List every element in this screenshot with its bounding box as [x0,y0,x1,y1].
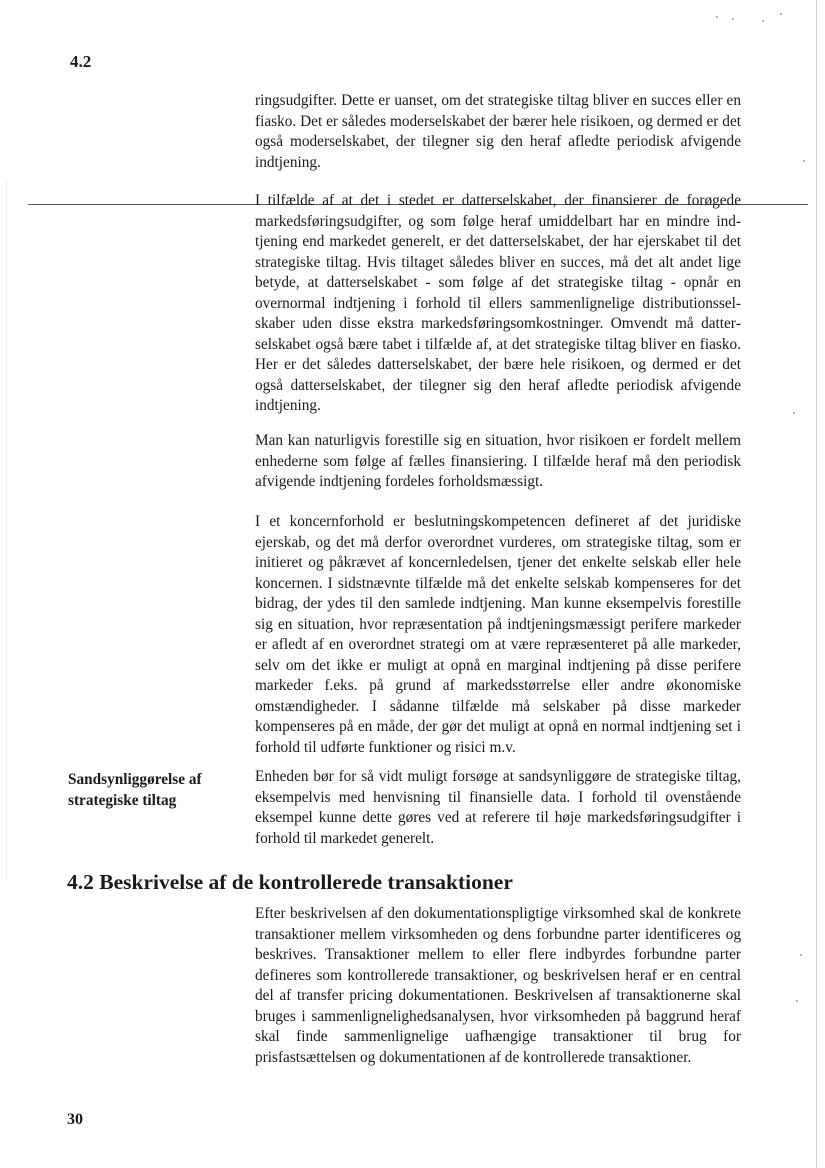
body-paragraph: I et koncernforhold er beslutningskompetencen defineret af det juridiske ejerskab, og det må derfor overordnet vurderes, om strategiske tiltag, som er initieret og påkrævet af koncernledelsen, tjener det enkelte selskab eller hele koncernen. I sidstnævnte tilfælde må det enkelte selskab kompenseres for det bidrag, der ydes til den samlede indtjening. Man kunne eksempelvis forestille sig en situation, hvor repræsentation på indtjeningsmæssigt perifere markeder er afledt af en overordnet strategi om at være repræsenteret på alle markeder, selv om det ikke er muligt at opnå en marginal indtjening på disse perifere markeder f.eks. på grund af markedsstørrelse eller andre økonomiske omstændigheder. I sådanne tilfælde må selskaber på disse markeder kompenseres på en måde, der gør det muligt at opnå en normal indtjening set i forhold til udførte funktioner og risici m.v. [255,513,741,756]
scan-speck [762,20,764,22]
scan-speck [732,18,734,20]
scan-speck [780,13,782,15]
running-header-section-number: 4.2 [70,52,92,71]
page-number: 30 [67,1111,83,1128]
body-paragraph: Efter beskrivelsen af den dokumentationspligtige virksomhed skal de konkrete transaktioner mellem virksomheden og dens forbundne parter identificeres og beskrives. Transaktioner mellem to eller flere indbyrdes forbundne parter defineres som kontrollerede transaktioner, og beskrivelsen heraf er en central del af transfer pricing dokumentationen. Beskrivelsen af transaktionerne skal bruges i sammenlignelighedsanalysen, hvor virksomheden på baggrund heraf skal finde sammenlignelige uafhængige transaktioner til brug for prisfastsættelsen og dokumentationen af de kontrollerede transaktioner. [255,905,741,1066]
body-paragraph: I tilfælde af at det i stedet er datterselskabet, der finansierer de forøgede markedsføringsudgifter, og som følge heraf umiddelbart har en mindre indtjening end markedet generelt, er det datterselskabet, der har ejerskabet til det strategiske tiltag. Hvis tiltaget således bliver en succes, må det alt andet lige betyde, at datterselskabet - som følge af det strategiske tiltag - opnår en overnormal indtjening i forhold til ellers sammenlignelige distributionsselskaber uden disse ekstra markedsføringsomkostninger. Omvendt må datterselskabet også bære tabet i tilfælde af, at det strategiske tiltag bliver en fiasko. Her er det således datterselskabet, der bære hele risikoen, og dermed er det også datterselskabet, der tilegner sig den heraf afledte periodisk afvigende indtjening. [255,192,741,414]
section-heading: 4.2 Beskrivelse af de kontrollerede transaktioner [67,870,513,894]
scan-speck [716,16,718,18]
scan-edge-line-left [6,180,7,880]
scan-speck [800,954,802,956]
body-paragraph: Enheden bør for så vidt muligt forsøge at sandsynliggøre de strategiske tiltag, eksempelvis med henvisning til finansielle data. I forhold til ovenstående eksempel kunne dette gøres ved at referere til høje markedsføringsudgifter i forhold til markedet generelt. [255,768,741,847]
scan-edge-line [816,0,817,1168]
margin-heading: Sandsynliggørelse af strategiske tiltag [68,771,202,809]
body-paragraph: ringsudgifter. Dette er uanset, om det strategiske tiltag bliver en succes eller en fiasko. Det er således moderselskabet der bærer hele risikoen, og dermed er det også moderselskabet, der tilegner sig den heraf afledte periodisk afvigende indtjening. [255,92,741,171]
body-paragraph: Man kan naturligvis forestille sig en situation, hvor risikoen er fordelt mellem enhederne som følge af fælles finansiering. I tilfælde heraf må den periodisk afvigende indtjening fordeles forholdsmæssigt. [255,432,741,490]
scan-speck [796,1000,798,1002]
scan-speck [793,412,795,414]
scan-speck [803,160,805,162]
